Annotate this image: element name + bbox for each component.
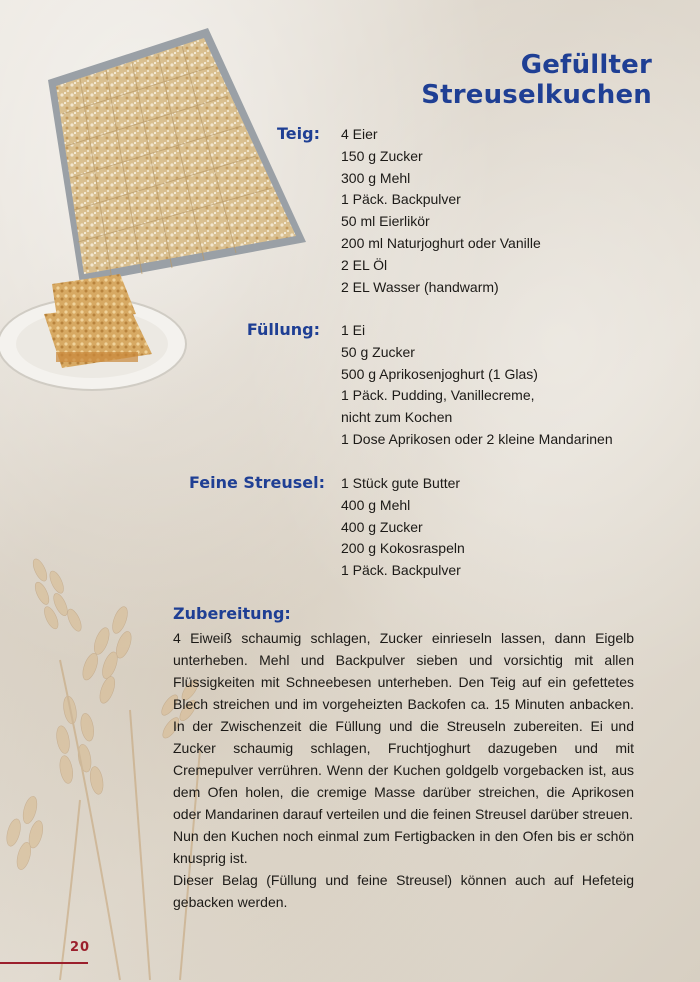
ingredient-item: 200 g Kokosraspeln — [341, 540, 465, 557]
ingredient-item: 1 Ei — [341, 322, 366, 338]
ingredient-item: 1 Päck. Pudding, Vanillecreme, — [341, 387, 535, 404]
preparation-text — [173, 627, 634, 913]
ingredient-item: 1 Päck. Backpulver — [341, 191, 461, 208]
cake-photo — [0, 22, 310, 397]
ingredient-list-teig — [341, 124, 541, 298]
preparation-heading: Zubereitung: — [173, 604, 291, 623]
ingredient-item: 400 g Zucker — [341, 518, 423, 535]
ingredient-item: nicht zum Kochen — [341, 409, 453, 426]
ingredient-item: 300 g Mehl — [341, 169, 411, 186]
ingredient-item: 50 ml Eierlikör — [341, 213, 430, 230]
recipe-title: Gefüllter Streuselkuchen — [421, 50, 652, 110]
ingredient-item: 2 EL Wasser (handwarm) — [341, 278, 499, 295]
section-label-teig: Teig: — [277, 124, 320, 143]
ingredient-item: 50 g Zucker — [341, 343, 415, 360]
ingredient-item: 1 Päck. Backpulver — [341, 562, 461, 579]
ingredient-item: 1 Dose Aprikosen oder 2 kleine Mandarinen — [341, 430, 613, 447]
preparation-paragraph: Nun den Kuchen noch einmal zum Fertigbacken in den Ofen bis er schön knusprig ist. — [173, 828, 634, 866]
ingredient-list-fuellung — [341, 320, 613, 451]
page-number: 20 — [70, 940, 91, 955]
ingredient-list-streusel — [341, 473, 465, 582]
section-label-streusel: Feine Streusel: — [189, 473, 325, 492]
ingredient-item: 200 ml Naturjoghurt oder Vanille — [341, 234, 541, 251]
ingredient-item: 400 g Mehl — [341, 496, 411, 513]
page-number-rule — [0, 962, 88, 964]
ingredient-item: 500 g Aprikosenjoghurt (1 Glas) — [341, 365, 538, 382]
ingredient-item: 2 EL Öl — [341, 256, 388, 273]
section-label-fuellung: Füllung: — [246, 320, 320, 339]
preparation-paragraph: Dieser Belag (Füllung und feine Streusel) können auch auf Hefeteig gebacken werden. — [173, 872, 634, 910]
ingredient-item: 1 Stück gute Butter — [341, 475, 461, 491]
ingredient-item: 150 g Zucker — [341, 147, 423, 164]
preparation-paragraph: 4 Eiweiß schaumig schlagen, Zucker einrieseln lassen, dann Eigelb unterheben. Mehl und Backpulver sieben und vorsichtig mit allen Flüssigkeiten mit Schneebesen unterheben. Den Teig auf ein gefettetes Blech streichen und im vorgeheizten Backofen ca. 15 Minuten anbacken. In der Zwischenzeit die Füllung und die Streuseln zubereiten. Ei und Zucker schaumig schlagen, Fruchtjoghurt dazugeben und mit Cremepulver verrühren. Wenn der Kuchen goldgelb vorgebacken ist, aus dem Ofen holen, die cremige Masse darüber streichen, die Aprikosen oder Mandarinen darauf verteilen und die feinen Streusel darüber streuen. — [173, 630, 634, 822]
ingredient-item: 4 Eier — [341, 126, 378, 142]
